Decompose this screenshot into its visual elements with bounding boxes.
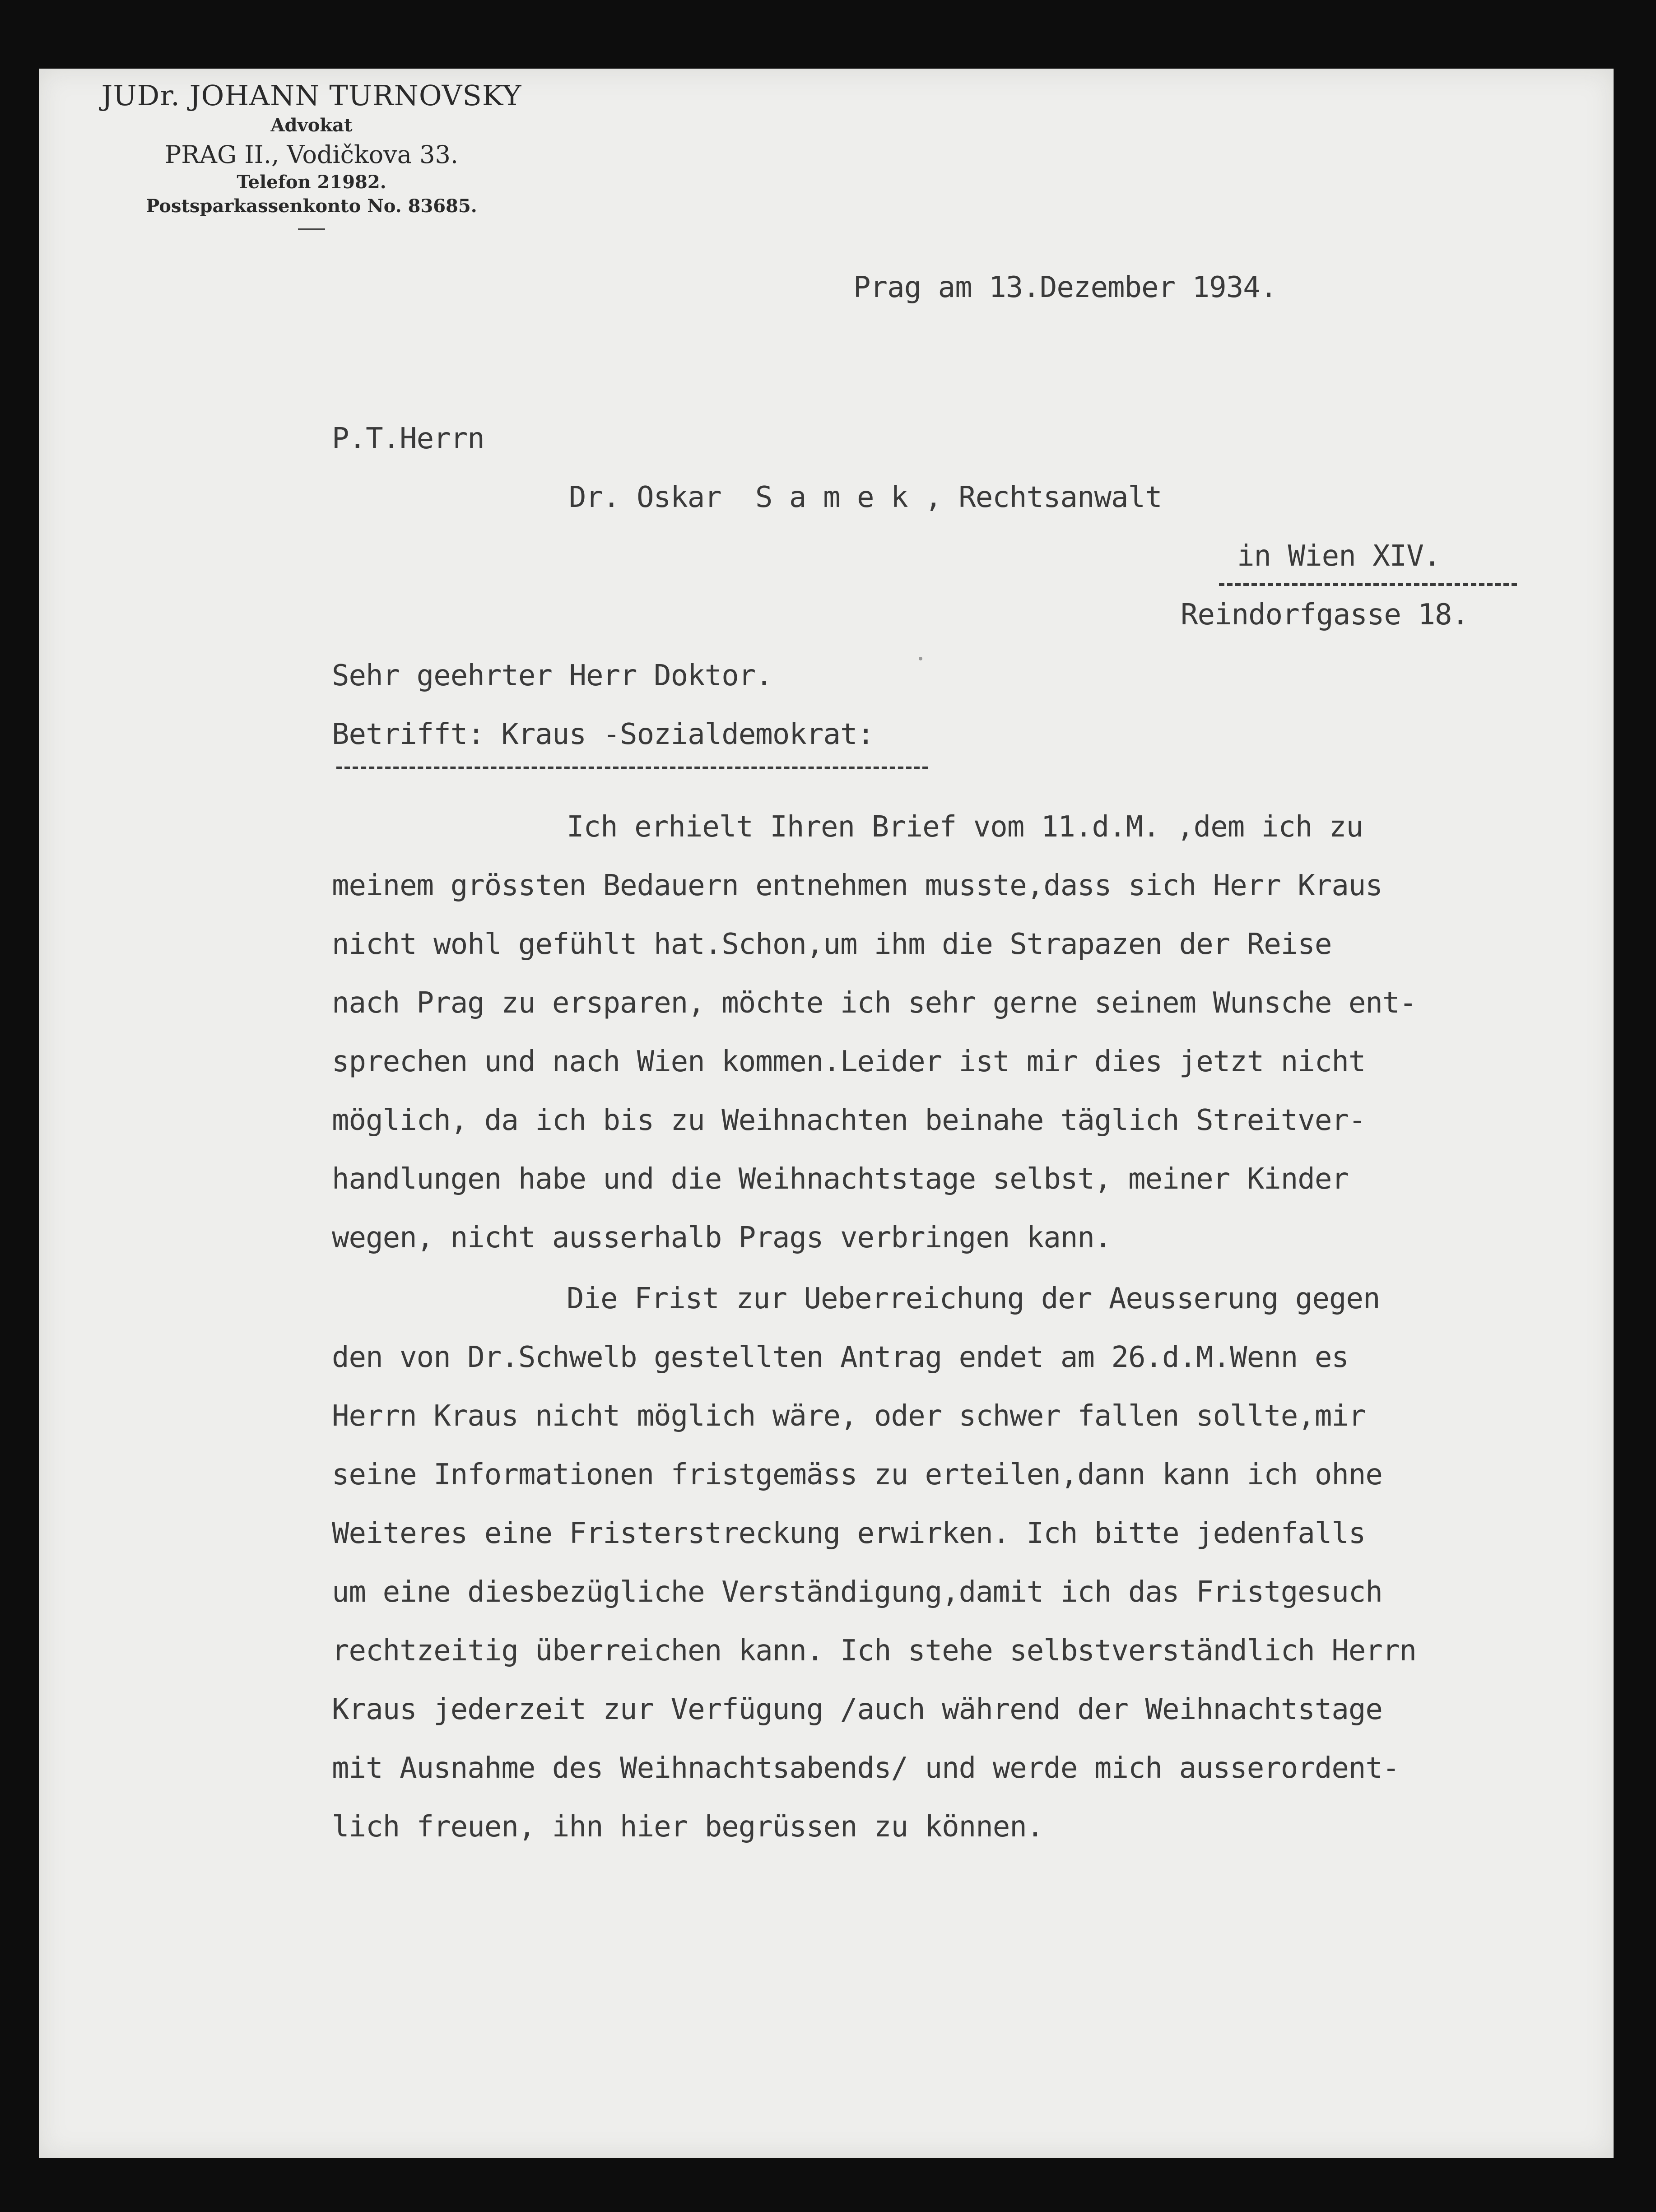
- body-line-16: Kraus jederzeit zur Verfügung /auch während der Weihnachtstage: [332, 1693, 1382, 1726]
- letterhead-phone: Telefon 21982.: [237, 172, 386, 193]
- letterhead-account: Postsparkassenkonto No. 83685.: [146, 195, 477, 217]
- body-line-9: Die Frist zur Ueberreichung der Aeusserung gegen: [567, 1282, 1380, 1315]
- body-line-12: seine Informationen fristgemäss zu erteilen,dann kann ich ohne: [332, 1458, 1382, 1492]
- subject-underline: [336, 767, 928, 769]
- subject-line: Betrifft: Kraus -Sozialdemokrat:: [332, 718, 874, 751]
- body-line-18: lich freuen, ihn hier begrüssen zu können.: [332, 1810, 1044, 1844]
- body-line-1: Ich erhielt Ihren Brief vom 11.d.M. ,dem ich zu: [567, 810, 1363, 844]
- letterhead-divider: [298, 228, 325, 230]
- recipient-city: in Wien XIV.: [1237, 539, 1441, 573]
- body-line-2: meinem grössten Bedauern entnehmen musste,dass sich Herr Kraus: [332, 869, 1382, 902]
- body-line-3: nicht wohl gefühlt hat.Schon,um ihm die Strapazen der Reise: [332, 928, 1332, 961]
- body-line-15: rechtzeitig überreichen kann. Ich stehe selbstverständlich Herrn: [332, 1634, 1416, 1668]
- letterhead-title: Advokat: [270, 115, 353, 136]
- date-line: Prag am 13.Dezember 1934.: [853, 271, 1277, 304]
- greeting: Sehr geehrter Herr Doktor.: [332, 659, 772, 692]
- letterhead-name: JUDr. JOHANN TURNOVSKY: [101, 79, 522, 112]
- body-line-10: den von Dr.Schwelb gestellten Antrag endet am 26.d.M.Wenn es: [332, 1341, 1349, 1374]
- body-line-11: Herrn Kraus nicht möglich wäre, oder schwer fallen sollte,mir: [332, 1399, 1366, 1433]
- body-line-13: Weiteres eine Fristerstreckung erwirken. Ich bitte jedenfalls: [332, 1517, 1366, 1550]
- letterhead-address: PRAG II., Vodičkova 33.: [164, 140, 459, 169]
- recipient-city-underline: [1219, 583, 1517, 586]
- body-line-4: nach Prag zu ersparen, möchte ich sehr gerne seinem Wunsche ent-: [332, 986, 1416, 1020]
- body-line-8: wegen, nicht ausserhalb Prags verbringen kann.: [332, 1221, 1112, 1255]
- recipient-street: Reindorfgasse 18.: [1181, 598, 1469, 632]
- paper-spot: [919, 657, 922, 660]
- body-line-5: sprechen und nach Wien kommen.Leider ist mir dies jetzt nicht: [332, 1045, 1366, 1078]
- body-line-17: mit Ausnahme des Weihnachtsabends/ und werde mich ausserordent-: [332, 1752, 1400, 1785]
- body-line-7: handlungen habe und die Weihnachtstage selbst, meiner Kinder: [332, 1162, 1349, 1196]
- body-line-6: möglich, da ich bis zu Weihnachten beinahe täglich Streitver-: [332, 1104, 1366, 1137]
- recipient-name: Dr. Oskar S a m e k , Rechtsanwalt: [569, 481, 1162, 514]
- letterhead: [86, 79, 537, 230]
- recipient-salutation: P.T.Herrn: [332, 422, 484, 455]
- body-line-14: um eine diesbezügliche Verständigung,damit ich das Fristgesuch: [332, 1575, 1382, 1609]
